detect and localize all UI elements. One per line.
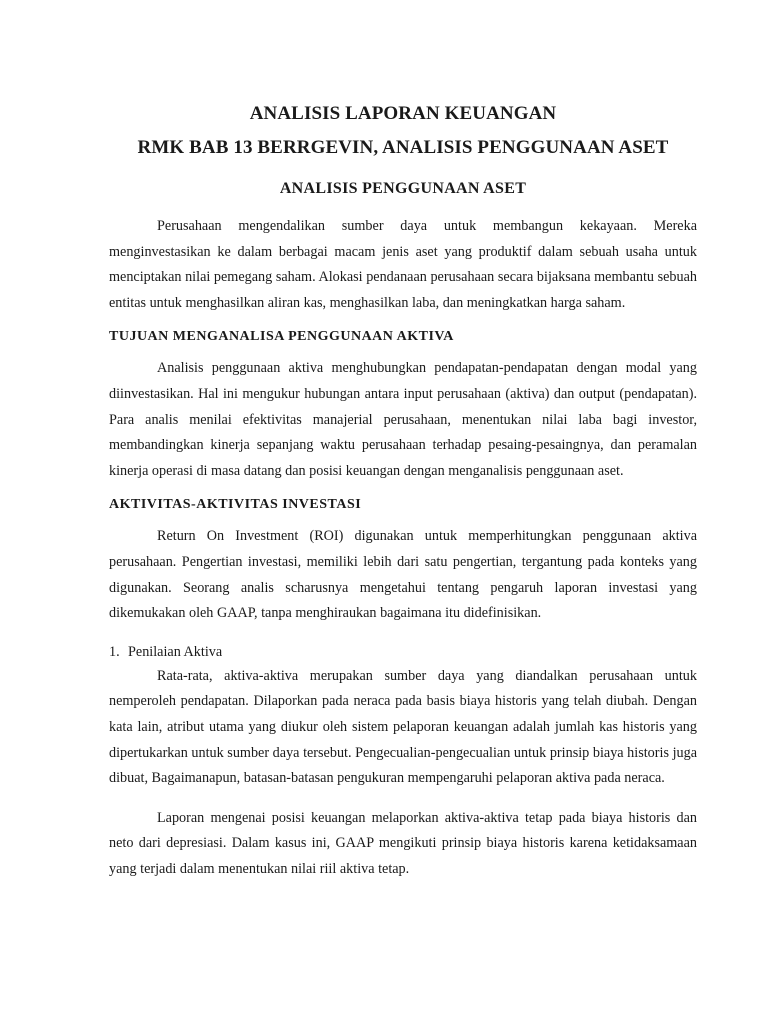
document-title-secondary: RMK BAB 13 BERRGEVIN, ANALISIS PENGGUNAAN ASET bbox=[137, 137, 669, 158]
list-item-paragraph-2: Laporan mengenai posisi keuangan melaporkan aktiva-aktiva tetap pada biaya historis dan neto dari depresiasi. Dalam kasus ini, GAAP mengikuti prinsip biaya historis karena ketidaksamaan yang terjadi dalam menentukan nilai riil aktiva tetap. bbox=[109, 809, 697, 877]
section-heading-tujuan: TUJUAN MENGANALISA PENGGUNAAN AKTIVA bbox=[109, 329, 454, 345]
section-paragraph-tujuan: Analisis penggunaan aktiva menghubungkan pendapatan-pendapatan dengan modal yang diinvestasikan. Hal ini mengukur hubungan antara input perusahaan (aktiva) dan output (pendapatan). Para analis menilai efektivitas manajerial perusahaan, menentukan nilai laba bagi investor, membandingkan kinerja sepanjang waktu perusahaan terhadap pesaing-pesaingnya, dan peramalan kinerja operasi di masa datang dan posisi keuangan dengan menganalisis penggunaan aset. bbox=[109, 360, 697, 479]
list-item-paragraph-1: Rata-rata, aktiva-aktiva merupakan sumber daya yang diandalkan perusahaan untuk nemperoleh pendapatan. Dilaporkan pada neraca pada basis biaya historis yang telah diubah. Dengan kata lain, atribut utama yang diukur oleh sistem pelaporan keuangan adalah jumlah kas historis yang dipertukarkan untuk sumber daya tersebut. Pengecualian-pengecualian untuk prinsip biaya historis juga dibuat, Bagaimanapun, batasan-batasan pengukuran mempengaruhi pelaporan aktiva pada neraca. bbox=[109, 667, 697, 787]
section-paragraph-investasi: Return On Investment (ROI) digunakan untuk memperhitungkan penggunaan aktiva perusahaan. Pengertian investasi, memiliki lebih dari satu pengertian, tergantung pada konteks yang digunakan. Seorang analis scharusnya mengetahui tentang pengaruh laporan investasi yang dikemukakan oleh GAAP, tanpa menghiraukan bagaimana itu didefinisikan. bbox=[109, 528, 697, 622]
list-item-penilaian-aktiva bbox=[109, 641, 697, 663]
list-item-number: 1. bbox=[109, 643, 120, 660]
document-title: ANALISIS LAPORAN KEUANGAN bbox=[249, 103, 557, 124]
section-heading-investasi: AKTIVITAS-AKTIVITAS INVESTASI bbox=[109, 497, 362, 513]
document-subtitle: ANALISIS PENGGUNAAN ASET bbox=[279, 180, 527, 197]
intro-paragraph: Perusahaan mengendalikan sumber daya untuk membangun kekayaan. Mereka menginvestasikan ke dalam berbagai macam jenis aset yang produktif dalam sebuah usaha untuk menciptakan nilai pemegang saham. Alokasi pendanaan perusahaan secara bijaksana membantu sebuah entitas untuk menghasilkan aliran kas, menghasilkan laba, dan meningkatkan harga saham. bbox=[109, 218, 697, 311]
list-item-label: Penilaian Aktiva bbox=[128, 643, 223, 660]
